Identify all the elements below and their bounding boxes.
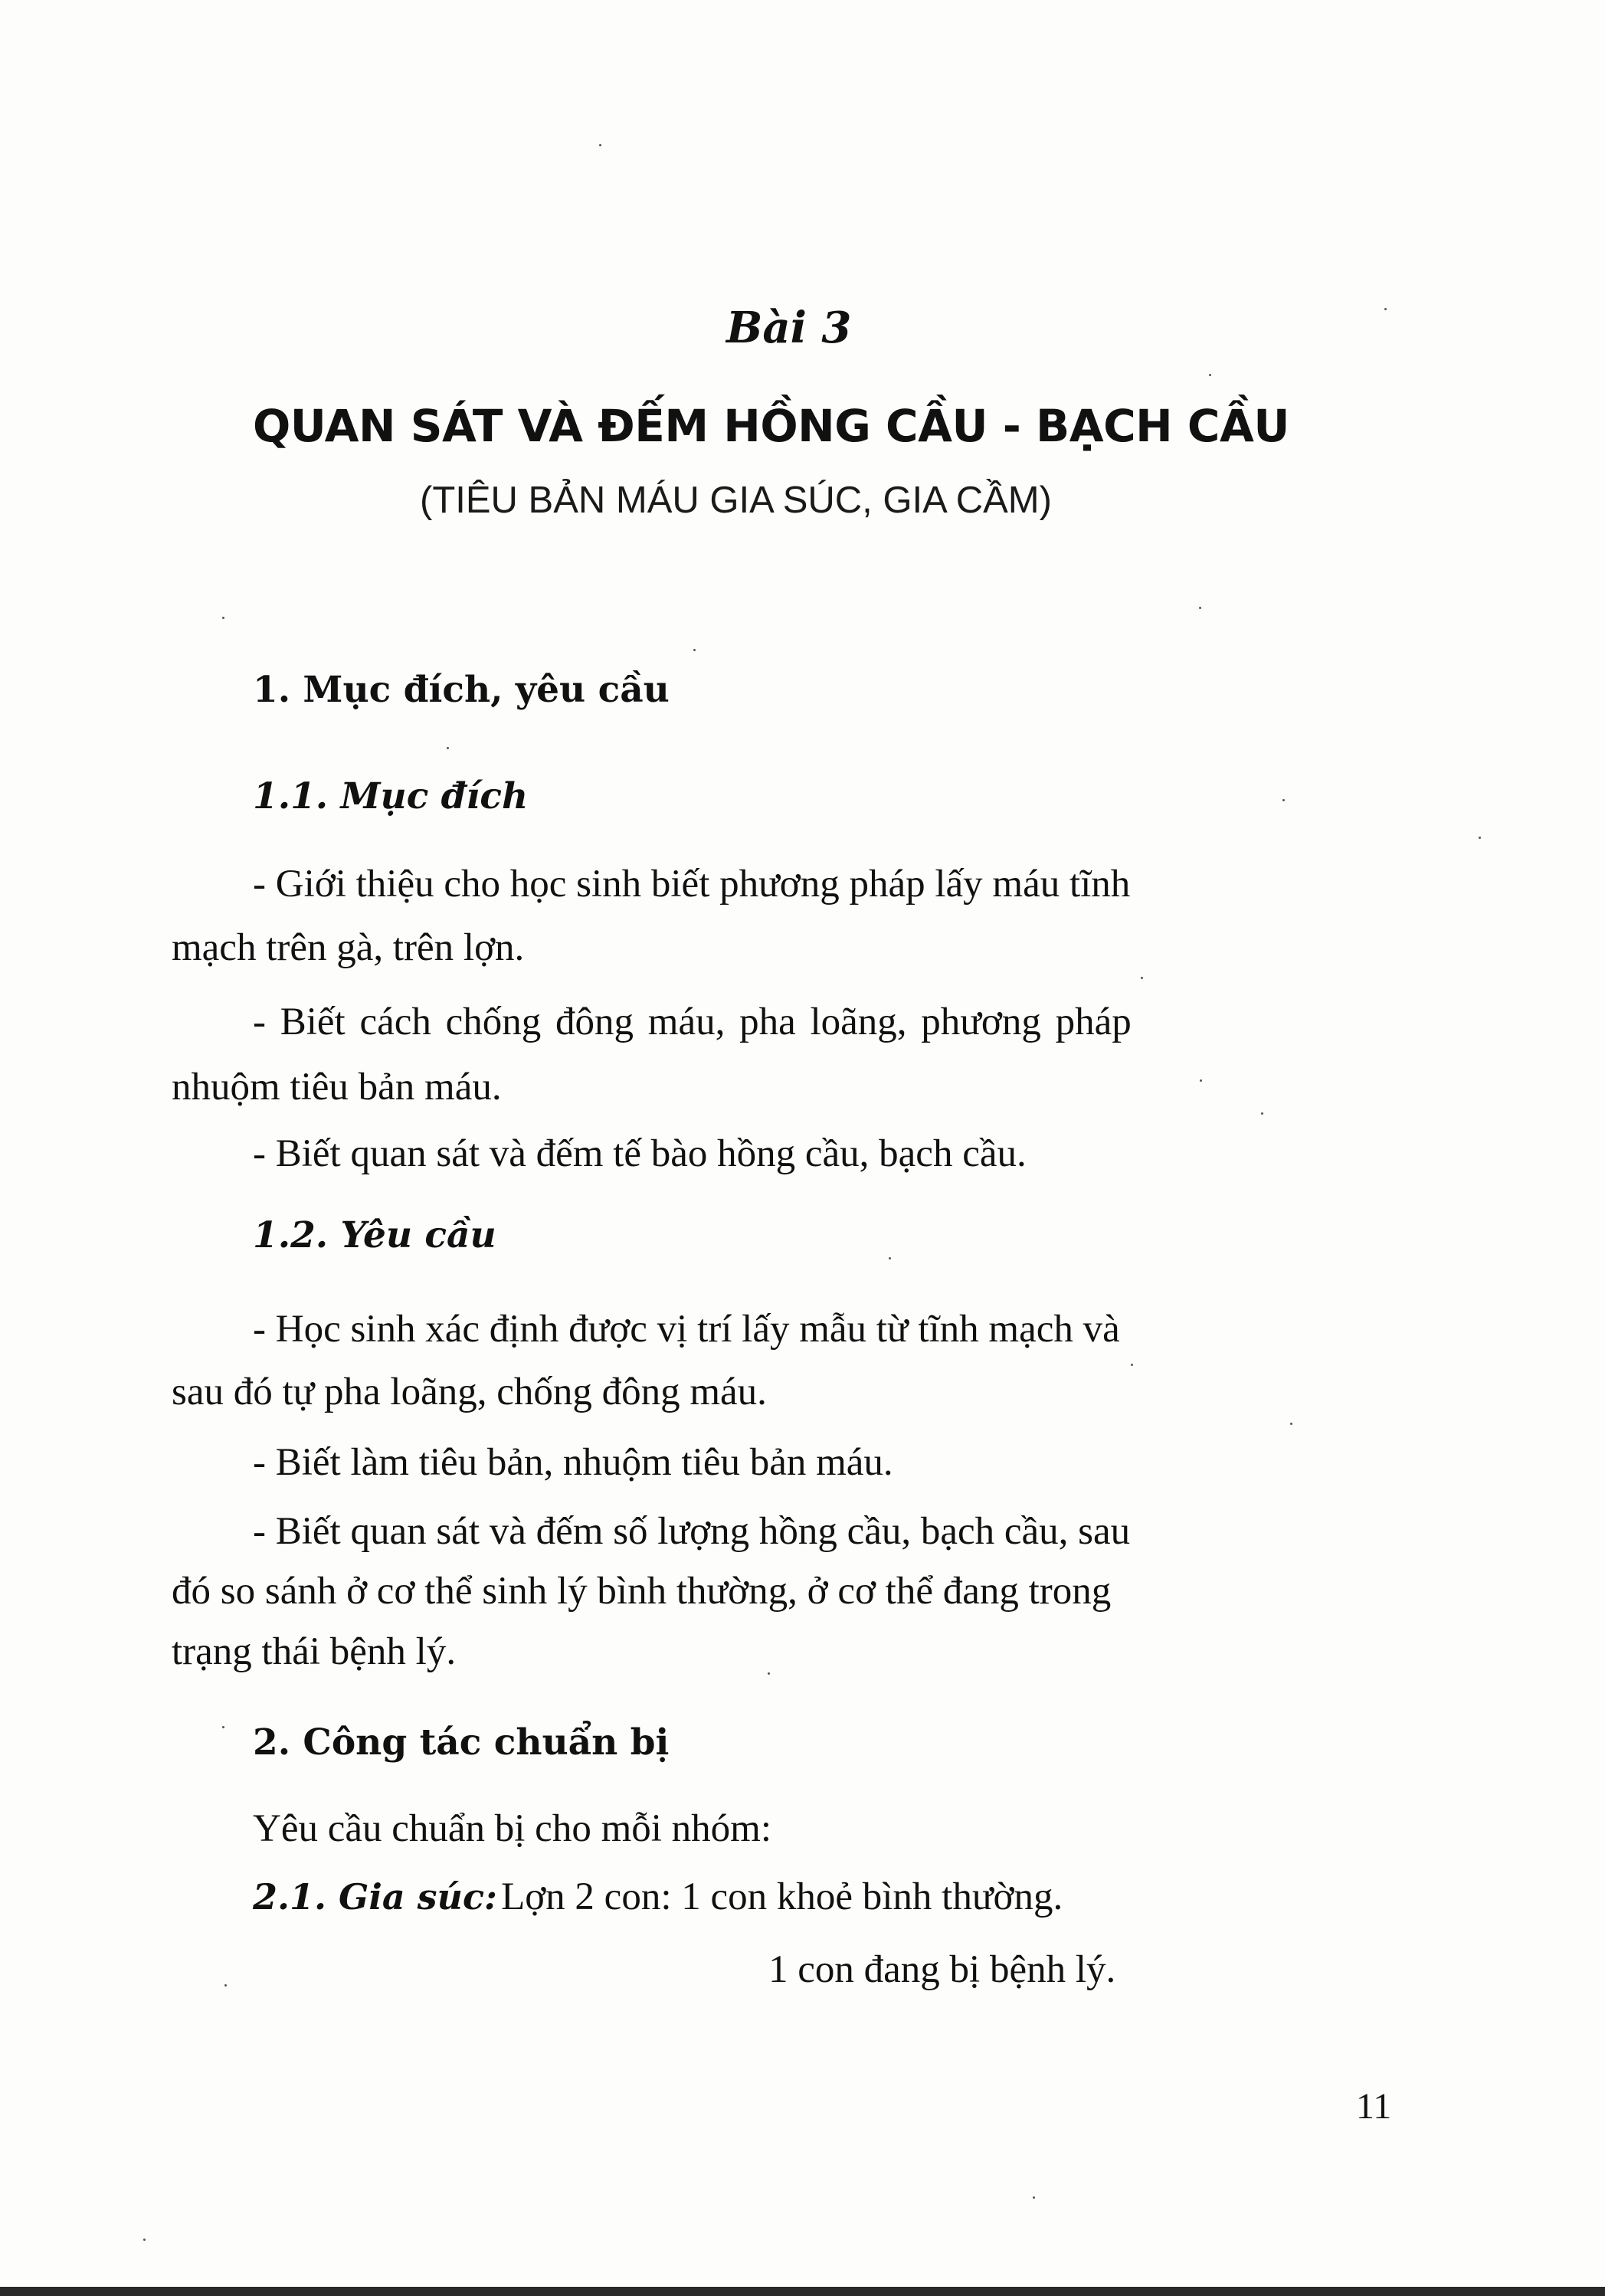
scan-speck: [222, 617, 224, 619]
paragraph-line: [253, 862, 1405, 906]
paragraph-text: - Giới thiệu cho học sinh biết phương pháp lấy máu tĩnh: [253, 863, 1131, 906]
paragraph-line: 1 con đang bị bệnh lý.: [768, 1948, 1116, 1991]
scan-speck: [1384, 308, 1387, 310]
paragraph-line: đó so sánh ở cơ thể sinh lý bình thường, ở cơ thể đang trong: [172, 1570, 1112, 1613]
paragraph-line: mạch trên gà, trên lợn.: [172, 926, 525, 969]
scan-speck: [889, 1257, 891, 1259]
paragraph-line: - Học sinh xác định được vị trí lấy mẫu từ tĩnh mạch và: [253, 1308, 1120, 1351]
scan-speck: [599, 144, 601, 146]
scan-speck: [1290, 1423, 1292, 1425]
paragraph-line: nhuộm tiêu bản máu.: [172, 1066, 502, 1109]
section1-heading: 1. Mục đích, yêu cầu: [253, 669, 670, 711]
paragraph-line: [253, 1875, 1063, 1919]
paragraph-line: - Biết quan sát và đếm số lượng hồng cầu, bạch cầu, sau: [253, 1510, 1131, 1553]
paragraph-line: Yêu cầu chuẩn bị cho mỗi nhóm:: [253, 1807, 771, 1850]
scan-speck: [1141, 977, 1143, 979]
page-title: QUAN SÁT VÀ ĐẾM HỒNG CẦU - BẠCH CẦU: [253, 400, 1289, 452]
scan-speck: [1479, 837, 1481, 839]
page-subtitle: (TIÊU BẢN MÁU GIA SÚC, GIA CẦM): [420, 480, 1052, 521]
item-text: Lợn 2 con: 1 con khoẻ bình thường.: [501, 1875, 1063, 1918]
scan-speck: [224, 1984, 227, 1986]
paragraph-line: - Biết quan sát và đếm tế bào hồng cầu, bạch cầu.: [253, 1132, 1027, 1175]
scan-speck: [1209, 374, 1211, 376]
section1-1-heading: 1.1. Mục đích: [253, 775, 529, 817]
item-label: 2.1. Gia súc:: [253, 1876, 497, 1918]
scan-speck: [1200, 1079, 1202, 1082]
scan-speck: [1199, 607, 1201, 609]
paragraph-line: - Biết làm tiêu bản, nhuộm tiêu bản máu.: [253, 1441, 893, 1484]
scan-speck: [222, 1726, 224, 1728]
scan-speck: [1033, 2196, 1035, 2199]
paragraph-line: sau đó tự pha loãng, chống đông máu.: [172, 1371, 767, 1413]
paragraph-line: trạng thái bệnh lý.: [172, 1630, 457, 1673]
scan-speck: [447, 747, 449, 749]
scan-speck: [1131, 1364, 1133, 1366]
section2-heading: 2. Công tác chuẩn bị: [253, 1721, 670, 1764]
section1-2-heading: 1.2. Yêu cầu: [253, 1214, 496, 1256]
paragraph-line: - Biết cách chống đông máu, pha loãng, phương pháp: [253, 1001, 1132, 1043]
scan-speck: [143, 2239, 146, 2241]
scan-speck: [1282, 799, 1285, 801]
scan-bottom-edge: [0, 2287, 1605, 2296]
scan-speck: [768, 1672, 770, 1675]
scan-speck: [693, 649, 696, 651]
page-number: 11: [1356, 2086, 1392, 2127]
lesson-label: Bài 3: [726, 303, 852, 353]
scan-speck: [1261, 1112, 1263, 1115]
